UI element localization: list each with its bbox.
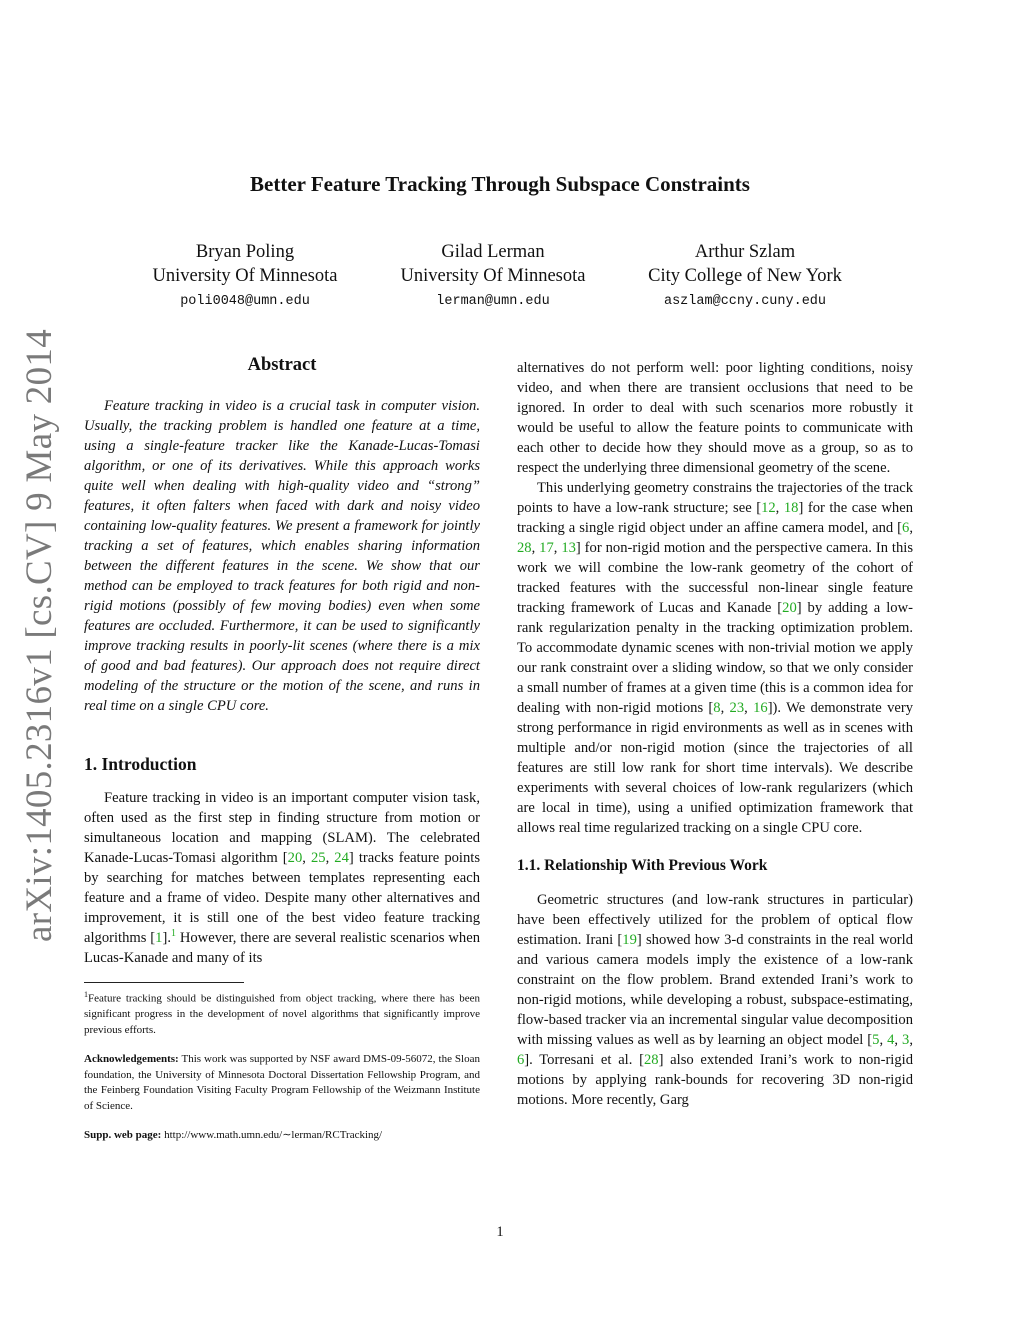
author-block — [630, 240, 860, 316]
author-email[interactable]: lerman@umn.edu — [436, 294, 550, 309]
page-number: 1 — [496, 1224, 504, 1240]
author-email[interactable]: aszlam@ccny.cuny.edu — [663, 294, 827, 309]
section-heading-introduction: 1. Introduction — [84, 754, 197, 774]
author-email[interactable]: poli0048@umn.edu — [180, 294, 310, 309]
citation-link[interactable]: 18 — [783, 500, 799, 516]
supplementary-web-page — [84, 1128, 480, 1144]
intro-paragraph: Feature tracking in video is an important computer vision task, often used as the first step in finding structure from motion or simultaneous location and mapping (SLAM). The celebrated Kanade-Lucas-Tomasi algorithm [20, 25, 24] tracks feature points by searching for matches between templates representing each feature and a frame of video. Despite many other alternatives and improvement, it is still one of the best video feature tracking algorithms [1].$^1$ However, there are several realistic scenarios when Lucas-Kanade and many of its — [84, 790, 481, 966]
citation-link[interactable]: 25 — [310, 850, 326, 866]
intro-paragraph-continued: alternatives do not perform well: poor lighting conditions, noisy video, and when there are transient occlusions that need to be ignored. In order to deal with such scenarios more robustly it would be useful to allow the feature points to communicate with each other to decide how they should move as a group, so as to respect the underlying three dimensional geometry of the scene. — [517, 360, 913, 476]
subsection-heading-previous-work: 1.1. Relationship With Previous Work — [517, 857, 768, 874]
intro-paragraph: This underlying geometry constrains the trajectories of the track points to have a low-rank structure; see [12, 18] for the case when tracking a single rigid object under an affine camera model, and [6, 28, 17, 13] for non-rigid motion and the perspective camera. In this work we will combine the low-rank geometry of the cohort of tracked features with the successful non-linear single feature tracking framework of Lucas and Kanade [20] by adding a low-rank regularization penalty in the tracking optimization problem. To accommodate dynamic scenes with non-trivial motion we apply our rank constraint over a sliding window, so that we only consider a small number of frames at a given time (this is a common idea for dealing with non-rigid motions [8, 23, 16]). We demonstrate very strong performance in rigid environments as well as in scenes with multiple and/or non-rigid motion (since the trajectories of all features are still low rank for short time intervals). We describe experiments with several choices of low-rank regularizers (which are local in time), using a unified optimization framework that allows real time regularized tracking on a single CPU core. — [517, 480, 914, 836]
citation-link[interactable]: 5 — [872, 1032, 880, 1048]
author-affiliation: University Of Minnesota — [152, 266, 338, 286]
citation-link[interactable]: 28 — [643, 1052, 659, 1068]
footnote — [84, 987, 480, 1038]
author-name: Gilad Lerman — [441, 242, 545, 262]
supp-label: Supp. web page: — [84, 1129, 162, 1142]
arxiv-stamp-text: arXiv:1405.2316v1 [cs.CV] 9 May 2014 — [18, 328, 60, 942]
citation-link[interactable]: 19 — [622, 932, 637, 948]
citation-link[interactable]: 16 — [753, 700, 768, 716]
previous-work-paragraph: Geometric structures (and low-rank structures in particular) have been effectively utilized for the problem of optical flow estimation. Irani [19] showed how 3-d constraints in the real world and various camera models imply the existence of a low-rank constraint on the flow problem. Brand extended Irani’s work to non-rigid motions, while developing a robust, subspace-estimating, flow-based tracker via an incremental singular value decomposition with missing values as well as by learning an object model [5, 4, 3, 6]. Torresani et al. [28] also extended Irani’s work to non-rigid motions by applying rank-bounds for recovering 3D non-rigid motions. More recently, Garg — [517, 892, 914, 1108]
footnote-divider — [84, 982, 244, 983]
right-column — [517, 358, 913, 1110]
supp-url-link[interactable]: http://www.math.umn.edu/∼lerman/RCTracking/ — [164, 1129, 383, 1142]
citation-link[interactable]: 8 — [713, 700, 721, 716]
acknowledgements-text: This work was supported by NSF award DMS-09-56072, the Sloan foundation, the University of Minnesota Doctoral Dissertation Fellowship Program, and the Feinberg Foundation Visiting Faculty Program Fellowship of the Weizmann Institute of Science. — [84, 1053, 480, 1112]
abstract-heading: Abstract — [247, 355, 317, 375]
footnote-link[interactable]: 1 — [170, 928, 176, 940]
citation-link[interactable]: 12 — [761, 500, 776, 516]
paper-title: Better Feature Tracking Through Subspace Constraints — [250, 172, 750, 196]
citation-link[interactable]: 4 — [887, 1032, 895, 1048]
arxiv-stamp — [6, 328, 72, 942]
citation-link[interactable]: 23 — [729, 700, 745, 716]
author-name: Bryan Poling — [195, 242, 295, 262]
footnote-mark: 1 — [84, 990, 88, 999]
citation-link[interactable]: 6 — [517, 1052, 525, 1068]
author-affiliation: University Of Minnesota — [400, 266, 586, 286]
left-column — [84, 355, 480, 1144]
citation-link[interactable]: 6 — [902, 520, 910, 536]
citation-link[interactable]: 17 — [539, 540, 554, 556]
author-name: Arthur Szlam — [694, 242, 796, 262]
author-block — [130, 240, 360, 316]
citation-link[interactable]: 24 — [334, 850, 349, 866]
citation-link[interactable]: 20 — [782, 600, 797, 616]
citation-link[interactable]: 20 — [287, 850, 303, 866]
citation-link[interactable]: 13 — [561, 540, 576, 556]
author-affiliation: City College of New York — [648, 266, 842, 286]
acknowledgements — [84, 1052, 480, 1114]
abstract-text: Feature tracking in video is a crucial task in computer vision. Usually, the tracking problem is handled one feature at a time, using a single-feature tracker like the Kanade-Lucas-Tomasi algorithm, or one of its derivatives. While this approach works quite well when dealing with high-quality video and “strong” features, it often falters when faced with dark and noisy video containing low-quality features. We present a framework for jointly tracking a set of features, which enables sharing information between the different features in the scene. We show that our method can be employed to track features for both rigid and non-rigid motions (possibly of few moving bodies) even when some features are occluded. Furthermore, it can be used to significantly improve tracking results in poorly-lit scenes (where there is a mix of good and bad features). Our approach does not require direct modeling of the structure or the motion of the scene, and runs in real time on a single CPU core. — [84, 398, 480, 714]
footnote-text: Feature tracking should be distinguished from object tracking, where there has been significant progress in the development of novel algorithms that significantly improve previous efforts. — [84, 992, 480, 1036]
citation-link[interactable]: 1 — [155, 930, 163, 946]
author-block — [378, 240, 608, 316]
citation-link[interactable]: 3 — [902, 1032, 910, 1048]
acknowledgements-label: Acknowledgements: — [84, 1053, 179, 1066]
citation-link[interactable]: 28 — [517, 540, 532, 556]
